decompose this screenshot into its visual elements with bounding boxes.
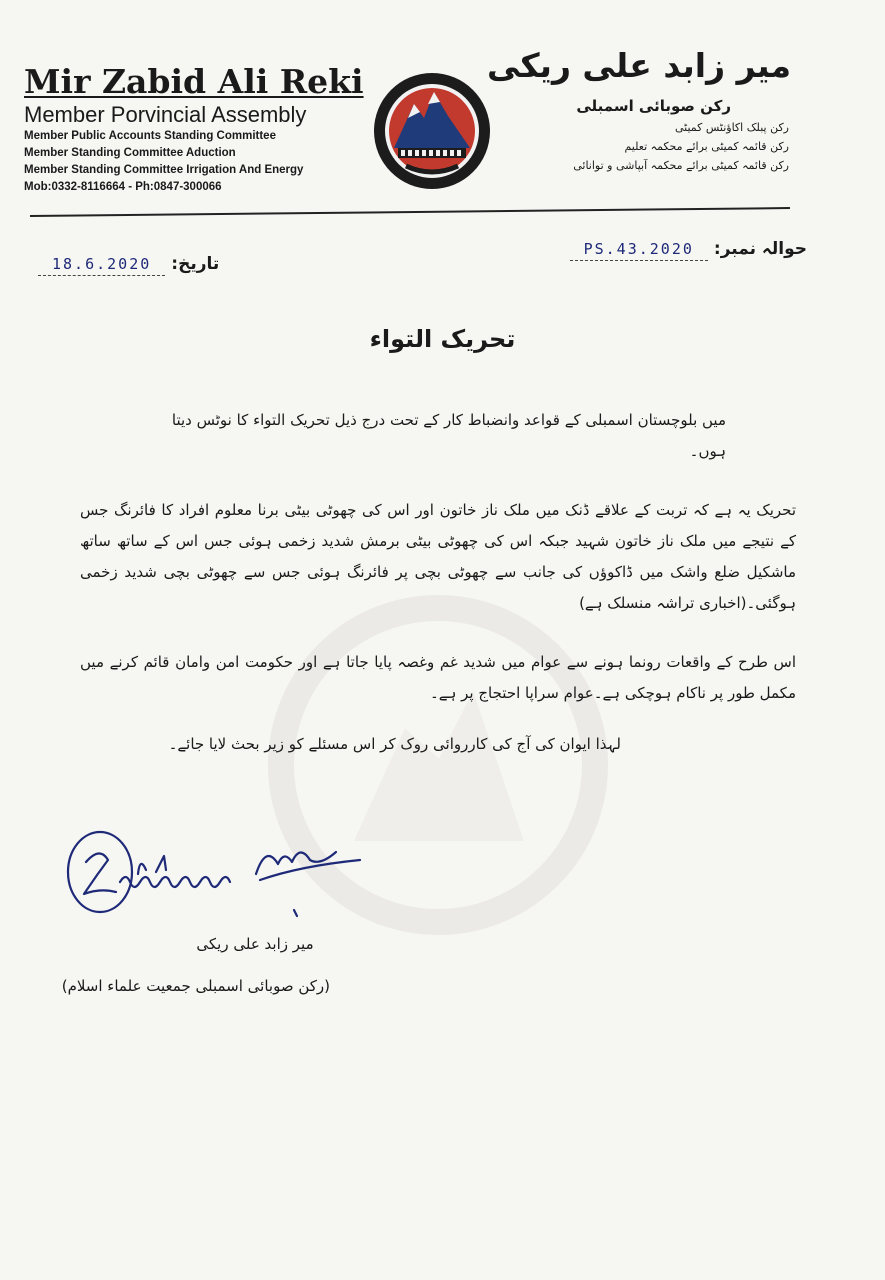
notice-body: [80, 405, 796, 760]
handwritten-signature-icon: [60, 810, 380, 940]
document-heading: تحریک التواء: [369, 325, 516, 353]
sender-name-en: Mir Zabid Ali Reki: [24, 62, 364, 101]
letterhead-english: [24, 62, 364, 196]
header-divider: [30, 207, 790, 217]
signatory-role: (رکن صوبائی اسمبلی جمعیت علماء اسلام): [61, 977, 330, 995]
date-label: تاریخ:: [171, 254, 220, 274]
contact-line: Mob:0332-8116664 - Ph:0847-300066: [24, 181, 222, 193]
sender-title-en: Member Porvincial Assembly: [24, 102, 307, 127]
sender-name-ur: میر زابد علی ریکی: [486, 46, 791, 85]
notice-date: [38, 254, 219, 276]
reference-label: حوالہ نمبر:: [713, 239, 807, 259]
committee-line-ur: رکن قائمہ کمیٹی برائے محکمہ آبپاشی و توانائی: [573, 159, 789, 172]
body-paragraph: اس طرح کے واقعات رونما ہونے سے عوام میں شدید غم وغصہ پایا جاتا ہے اور حکومت امن وامان قائم کرنے میں مکمل طور پر ناکام ہوچکی ہے۔عوام سراپا احتجاج پر ہے۔: [80, 653, 796, 702]
reference-value: PS.43.2020: [570, 240, 708, 261]
signatory-name: میر زابد علی ریکی: [196, 935, 314, 953]
reference-number: [570, 238, 807, 261]
letterhead-urdu: [486, 38, 791, 175]
body-paragraph: تحریک یہ ہے کہ تربت کے علاقے ڈنک میں ملک ناز خاتون اور اس کی چھوٹی بیٹی برنا معلوم افراد کا فائرنگ جس کے نتیجے میں ملک ناز خاتون شہید جبکہ اس کی چھوٹی بیٹی برمش شدید زخمی ہوئی جس اس کے ساتھ ساتھ ماشکیل ضلع واشک میں ڈاکوؤں کی جانب سے چھوٹی بچی پر فائرنگ ہوئی جس سے چھوٹی بچی شدید زخمی ہوگئی۔(اخباری تراشہ منسلک ہے): [80, 501, 796, 612]
committee-line-ur: رکن پبلک اکاؤنٹس کمیٹی: [674, 121, 789, 134]
committee-line: Member Standing Committee Aduction: [24, 147, 236, 159]
body-paragraph: لہذا ایوان کی آج کی کارروائی روک کر اس مسئلے کو زیر بحث لایا جائے۔: [168, 735, 621, 753]
committee-line: Member Public Accounts Standing Committee: [24, 130, 276, 142]
committee-line: Member Standing Committee Irrigation And Energy: [24, 164, 304, 176]
sender-title-ur: رکن صوبائی اسمبلی: [576, 97, 731, 115]
date-value: 18.6.2020: [38, 255, 165, 276]
committee-line-ur: رکن قائمہ کمیٹی برائے محکمہ تعلیم: [624, 140, 789, 153]
body-paragraph: میں بلوچستان اسمبلی کے قواعد وانضباط کار کے تحت درج ذیل تحریک التواء کا نوٹس دیتا ہوں۔: [171, 411, 726, 460]
assembly-seal-icon: [372, 70, 492, 192]
